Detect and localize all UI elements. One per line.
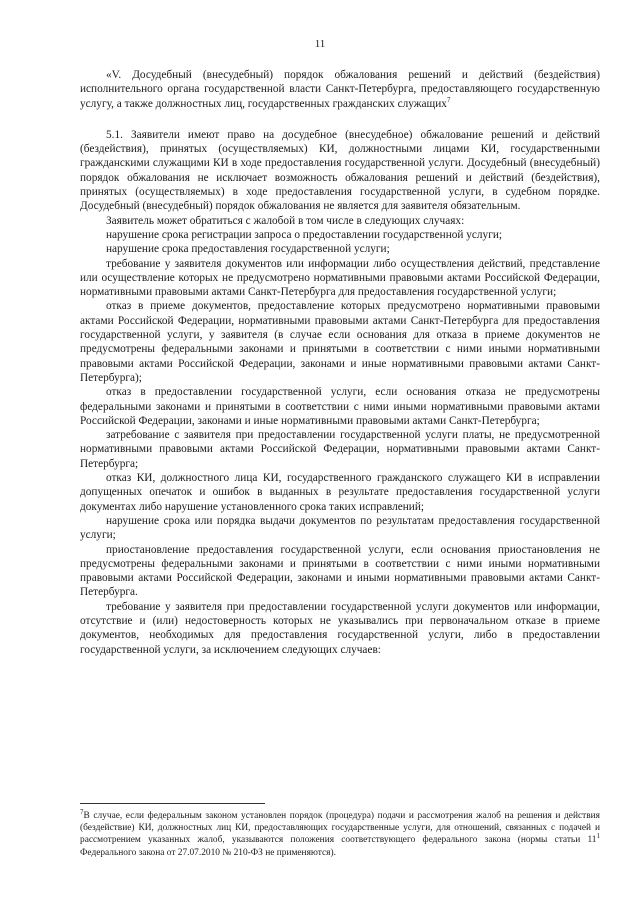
paragraph: 5.1. Заявители имеют право на досудебное (внесудебное) обжалование решений и действий (бездействия), принятых (осуществляемых) КИ, должностными лицами КИ, государственными гражданскими служащими КИ в ходе предоставления государственной услуги. Досудебный (внесудебный) порядок обжалования не исключает возможность обжалования решений и действий (бездействия), принятых (осуществляемых) в ходе предоставления государственной услуги, в судебном порядке. Досудебный (внесудебный) порядок обжалования не является для заявителя обязательным.: [80, 128, 600, 213]
paragraph: нарушение срока или порядка выдачи документов по результатам предоставления государственной услуги;: [80, 514, 600, 542]
paragraph: отказ в приеме документов, предоставление которых предусмотрено нормативными правовыми актами Российской Федерации, нормативными правовыми актами Санкт-Петербурга для предоставления государственной услуги, у заявителя (в случае если основания для отказа в приеме документов не предусмотрены федеральными законами и принятыми в соответствии с ними иными нормативными правовыми актами Российской Федерации, законами и иные нормативными правовыми актами Санкт-Петербурга);: [80, 300, 600, 384]
paragraph: отказ в предоставлении государственной услуги, если основания отказа не предусмотрены федеральными законами и принятыми в соответствии с ними иными нормативными правовыми актами Российской Федерации, законами и иные нормативными правовыми актами Санкт-Петербурга;: [80, 386, 600, 427]
footnote-text: В случае, если федеральным законом установлен порядок (процедура) подачи и рассмотрения жалоб на решения и действия (бездействие) КИ, должностных лиц КИ, предоставляющих государственные услуги, для отношений, связанных с подачей и рассмотрением указанных жалоб, указываются положения соответствующего федерального закона (нормы статьи 11: [80, 811, 600, 846]
footnote-divider: [80, 803, 265, 804]
footnote-superscript: 1: [596, 832, 600, 841]
footnote-ref[interactable]: 7: [446, 95, 451, 104]
paragraph: нарушение срока регистрации запроса о предоставлении государственной услуги;: [106, 228, 503, 241]
section-heading: [80, 68, 600, 111]
paragraph: отказ КИ, должностного лица КИ, государственного гражданского служащего КИ в исправлении допущенных опечаток и ошибок в выданных в результате предоставления государственной услуги документах либо нарушение установленного срока таких исправлений;: [80, 472, 600, 513]
footnote-marker: 7: [80, 807, 84, 816]
page-body: [80, 68, 600, 657]
footnote-text-end: Федерального закона от 27.07.2010 № 210-ФЗ не применяются).: [80, 847, 336, 858]
paragraph: требование у заявителя документов или информации либо осуществления действий, представление или осуществление которых не предусмотрено нормативными правовыми актами Российской Федерации, нормативными правовыми актами Санкт-Петербурга для предоставления государственной услуги;: [80, 257, 600, 299]
page-number: 11: [314, 38, 326, 50]
footnote: [80, 807, 600, 859]
paragraph: нарушение срока предоставления государственной услуги;: [106, 243, 390, 256]
paragraph: требование у заявителя при предоставлении государственной услуги документов или информации, отсутствие и (или) недостоверность которых не указывались при первоначальном отказе в приеме документов, необходимых для предоставления государственной услуги, либо в предоставлении государственной услуги, за исключением следующих случаев:: [80, 600, 600, 656]
section-heading-text: «V. Досудебный (внесудебный) порядок обжалования решений и действий (бездействия) исполнительного органа государственной власти Санкт-Петербурга, предоставляющего государственную услугу, а также должностных лиц, государственных гражданских служащих: [80, 69, 600, 110]
paragraph: затребование с заявителя при предоставлении государственной услуги платы, не предусмотренной нормативными правовыми актами Российской Федерации, нормативными правовыми актами Санкт-Петербурга;: [80, 429, 600, 470]
paragraph: приостановление предоставления государственной услуги, если основания приостановления не предусмотрены федеральными законами и принятыми в соответствии с ними иными нормативными правовыми актами Российской Федерации, законами и иными нормативными правовыми актами Санкт-Петербурга.: [80, 543, 600, 599]
paragraph: Заявитель может обратиться с жалобой в том числе в следующих случаях:: [106, 214, 465, 227]
